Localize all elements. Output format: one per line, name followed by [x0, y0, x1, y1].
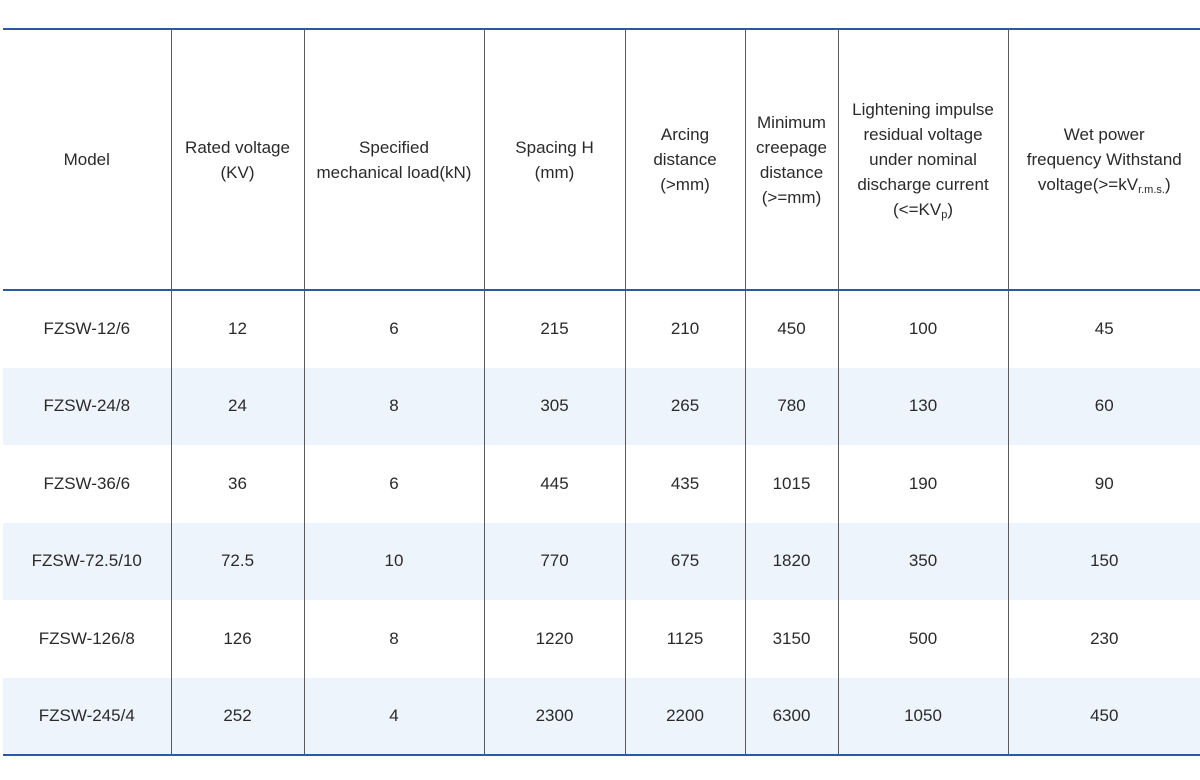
header-creepage-distance — [745, 29, 838, 290]
header-line: (>mm) — [660, 175, 710, 194]
cell-creepage-distance: 780 — [745, 368, 838, 446]
header-line: Model — [63, 150, 110, 169]
cell-impulse-voltage: 500 — [838, 600, 1008, 678]
cell-arcing-distance: 435 — [625, 445, 745, 523]
header-line: frequency Withstand — [1026, 150, 1182, 169]
cell-impulse-voltage: 350 — [838, 523, 1008, 601]
table-row — [3, 523, 1200, 601]
cell-spacing: 445 — [484, 445, 625, 523]
header-arcing-distance — [625, 29, 745, 290]
cell-spacing: 2300 — [484, 678, 625, 756]
cell-impulse-voltage: 100 — [838, 290, 1008, 368]
header-text: voltage(>=kV — [1037, 175, 1139, 194]
cell-spacing: 305 — [484, 368, 625, 446]
cell-model: FZSW-12/6 — [43, 319, 131, 339]
header-line: Arcing — [660, 125, 710, 144]
header-line: discharge current — [857, 175, 989, 194]
cell-creepage-distance: 1820 — [745, 523, 838, 601]
cell-creepage-distance: 6300 — [745, 678, 838, 756]
header-rated-voltage — [171, 29, 304, 290]
header-line-with-subscript — [841, 197, 1006, 222]
cell-impulse-voltage: 190 — [838, 445, 1008, 523]
cell-mechanical-load: 4 — [304, 678, 484, 756]
spec-table — [3, 28, 1200, 756]
header-line: mechanical load(kN) — [316, 162, 472, 182]
spec-table-container — [3, 28, 1200, 756]
header-line: Rated voltage — [185, 137, 290, 157]
table-row — [3, 368, 1200, 446]
header-line: Spacing H — [515, 137, 594, 157]
cell-rated-voltage: 12 — [171, 290, 304, 368]
cell-arcing-distance: 265 — [625, 368, 745, 446]
header-line: Specified — [359, 137, 429, 157]
cell-rated-voltage: 252 — [171, 678, 304, 756]
header-subscript: r.m.s. — [1138, 184, 1165, 196]
cell-arcing-distance: 2200 — [625, 678, 745, 756]
table-header — [3, 29, 1200, 290]
cell-rated-voltage: 126 — [171, 600, 304, 678]
cell-rated-voltage: 24 — [171, 368, 304, 446]
header-spacing — [484, 29, 625, 290]
header-line: residual voltage — [863, 125, 983, 144]
header-model — [3, 29, 171, 290]
header-impulse-residual-voltage — [838, 29, 1008, 290]
table-row — [3, 600, 1200, 678]
cell-model: FZSW-36/6 — [43, 473, 131, 493]
header-subscript: p — [941, 209, 948, 221]
table-row — [3, 678, 1200, 756]
header-line-with-subscript — [1011, 172, 1199, 197]
cell-rated-voltage: 72.5 — [171, 523, 304, 601]
cell-model: FZSW-245/4 — [3, 678, 171, 756]
cell-withstand-voltage: 450 — [1008, 678, 1200, 756]
cell-creepage-distance: 1015 — [745, 445, 838, 523]
cell-mechanical-load: 8 — [304, 600, 484, 678]
cell-arcing-distance: 1125 — [625, 600, 745, 678]
cell-withstand-voltage: 90 — [1008, 445, 1200, 523]
table-body — [3, 290, 1200, 755]
cell-spacing: 770 — [484, 523, 625, 601]
header-line: Wet power — [1063, 125, 1145, 144]
cell-mechanical-load: 10 — [304, 523, 484, 601]
cell-impulse-voltage: 130 — [838, 368, 1008, 446]
cell-impulse-voltage: 1050 — [838, 678, 1008, 756]
cell-creepage-distance: 3150 — [745, 600, 838, 678]
cell-spacing: 215 — [484, 290, 625, 368]
cell-arcing-distance: 210 — [625, 290, 745, 368]
cell-model: FZSW-72.5/10 — [31, 551, 142, 571]
cell-mechanical-load: 8 — [304, 368, 484, 446]
cell-withstand-voltage: 45 — [1008, 290, 1200, 368]
header-mechanical-load — [304, 29, 484, 290]
cell-mechanical-load: 6 — [304, 445, 484, 523]
cell-model: FZSW-126/8 — [38, 628, 135, 648]
header-line: (KV) — [220, 162, 255, 182]
cell-mechanical-load: 6 — [304, 290, 484, 368]
header-text: (<=KV — [893, 200, 942, 219]
header-row — [3, 29, 1200, 290]
cell-spacing: 1220 — [484, 600, 625, 678]
header-line: under nominal — [869, 150, 977, 169]
cell-withstand-voltage: 60 — [1008, 368, 1200, 446]
header-line: Minimum — [757, 112, 826, 132]
table-row — [3, 290, 1200, 368]
cell-creepage-distance: 450 — [745, 290, 838, 368]
table-row — [3, 445, 1200, 523]
header-text: ) — [1164, 175, 1171, 194]
header-line: (mm) — [534, 162, 575, 182]
cell-rated-voltage: 36 — [171, 445, 304, 523]
header-text: ) — [947, 200, 953, 219]
header-line: Lightening impulse — [852, 100, 994, 119]
cell-withstand-voltage: 230 — [1008, 600, 1200, 678]
cell-arcing-distance: 675 — [625, 523, 745, 601]
header-line: distance — [653, 150, 717, 169]
header-line: distance — [759, 162, 824, 182]
cell-model: FZSW-24/8 — [43, 396, 131, 416]
header-wet-power-withstand — [1008, 29, 1200, 290]
header-line: (>=mm) — [761, 187, 822, 207]
header-line: creepage — [756, 137, 827, 157]
cell-withstand-voltage: 150 — [1008, 523, 1200, 601]
